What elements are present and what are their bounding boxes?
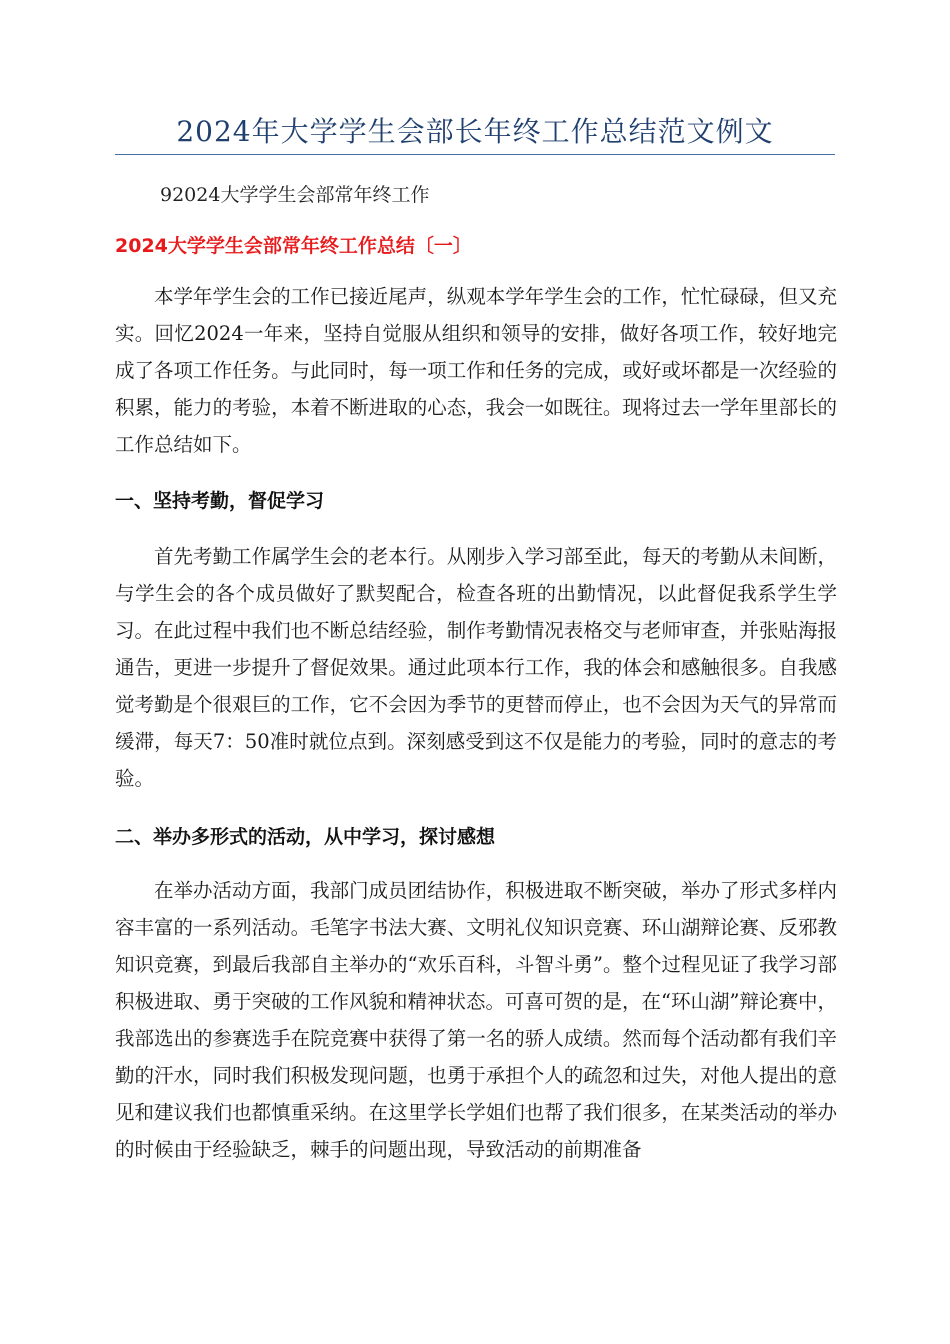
document-title: 2024年大学学生会部长年终工作总结范文例文	[176, 115, 774, 148]
section-2-paragraph: 在举办活动方面，我部门成员团结协作，积极进取不断突破，举办了形式多样内容丰富的一系列活动。毛笔字书法大赛、文明礼仪知识竞赛、环山湖辩论赛、反邪教知识竞赛，到最后我部自主举办的“欢乐百科，斗智斗勇”。整个过程见证了我学习部积极进取、勇于突破的工作风貌和精神状态。可喜可贺的是，在“环山湖”辩论赛中，我部选出的参赛选手在院竞赛中获得了第一名的骄人成绩。然而每个活动都有我们辛勤的汗水，同时我们积极发现问题，也勇于承担个人的疏忽和过失，对他人提出的意见和建议我们也都慎重采纳。在这里学长学姐们也帮了我们很多，在某类活动的举办的时候由于经验缺乏，棘手的问题出现，导致活动的前期准备	[115, 879, 837, 1161]
red-section-heading: 2024大学学生会部常年终工作总结〔一〕	[115, 235, 472, 257]
section-1-paragraph: 首先考勤工作属学生会的老本行。从刚步入学习部至此，每天的考勤从未间断，与学生会的各个成员做好了默契配合，检查各班的出勤情况，以此督促我系学生学习。在此过程中我们也不断总结经验，制作考勤情况表格交与老师审查，并张贴海报通告，更进一步提升了督促效果。通过此项本行工作，我的体会和感触很多。自我感觉考勤是个很艰巨的工作，它不会因为季节的更替而停止，也不会因为天气的异常而缓滞，每天7：50准时就位点到。深刻感受到这不仅是能力的考验，同时的意志的考验。	[115, 545, 837, 790]
section-2-heading: 二、举办多形式的活动，从中学习，探讨感想	[115, 826, 496, 848]
title-underline	[115, 154, 835, 155]
section-1-heading: 一、坚持考勤，督促学习	[115, 490, 325, 512]
document-subtitle: 92024大学学生会部常年终工作	[160, 184, 430, 206]
intro-paragraph: 本学年学生会的工作已接近尾声，纵观本学年学生会的工作，忙忙碌碌，但又充实。回忆2024一年来，坚持自觉服从组织和领导的安排，做好各项工作，较好地完成了各项工作任务。与此同时，每一项工作和任务的完成，或好或坏都是一次经验的积累，能力的考验，本着不断进取的心态，我会一如既往。现将过去一学年里部长的工作总结如下。	[115, 285, 837, 456]
